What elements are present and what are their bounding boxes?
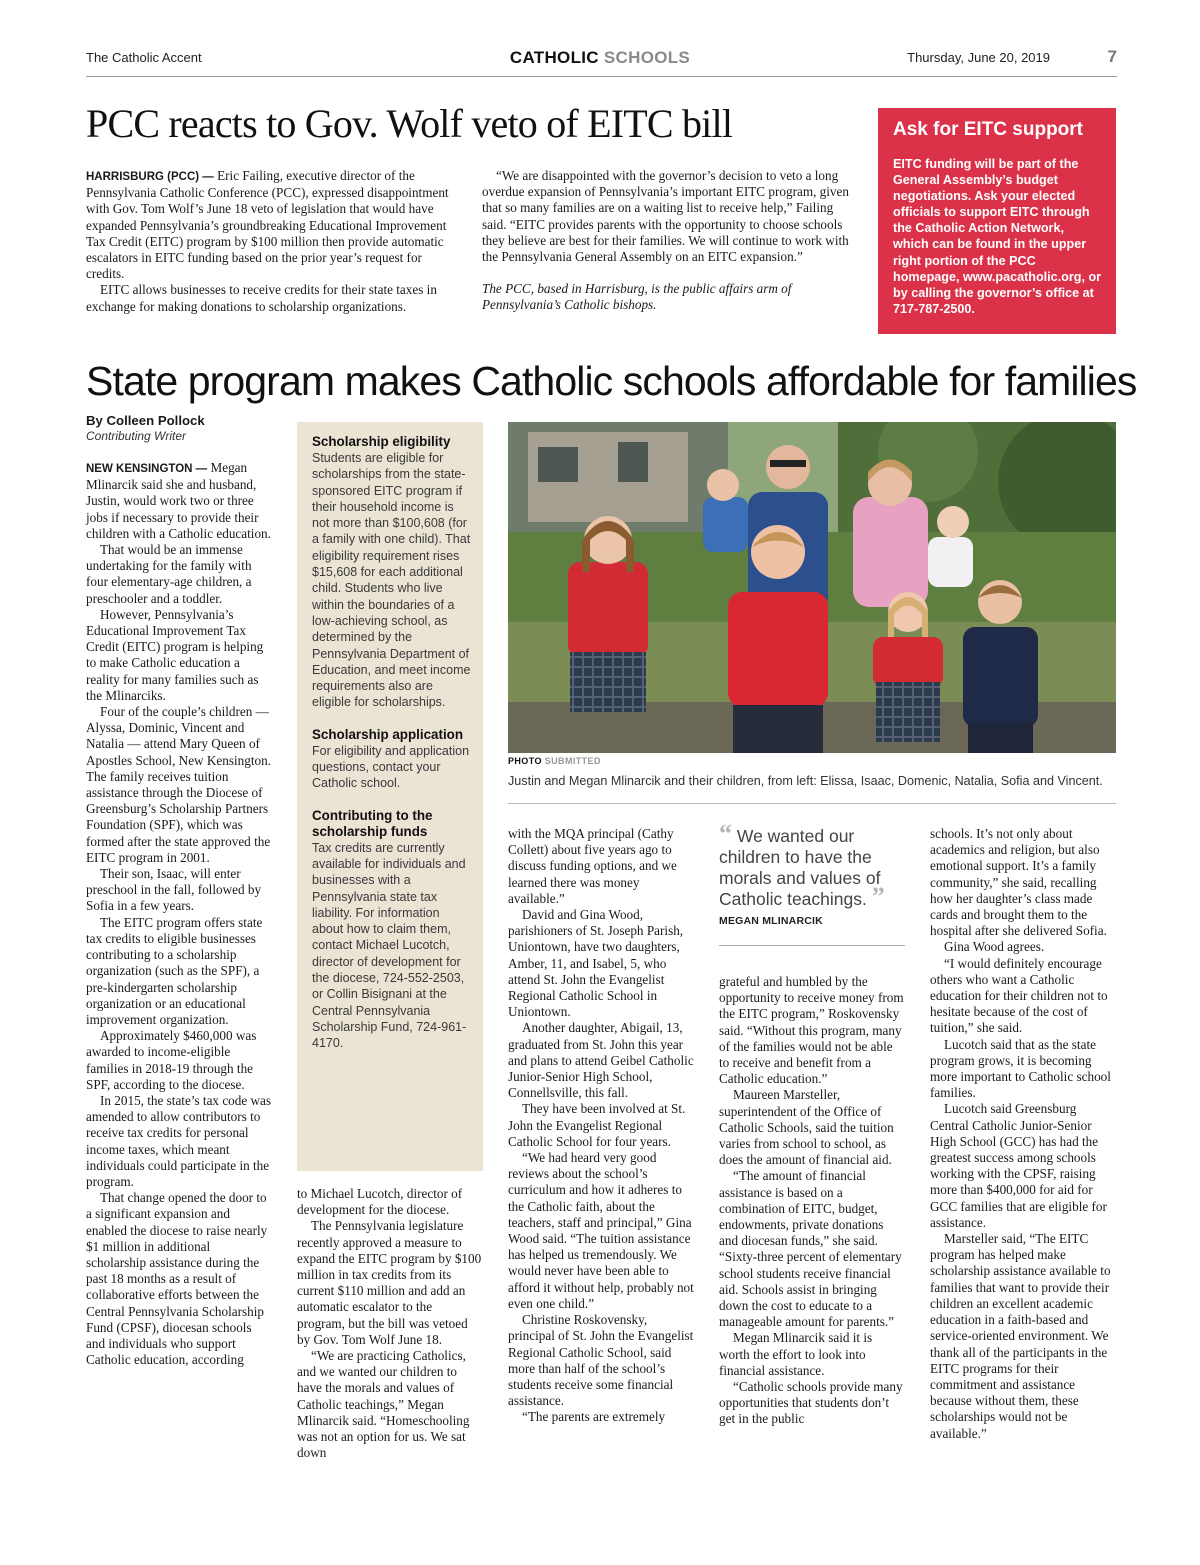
article2-paragraph	[86, 460, 273, 542]
article2-col3-p4: “We had heard very good reviews about the school’s curriculum and how it adheres to the Catholic faith, about the teachers, staff and principal,” Gina Wood said. “The tuition assistance has helped us tremendously. We would never have been able to afford it without help, probably not even one child.”	[508, 1150, 694, 1311]
family-photo	[508, 422, 1116, 753]
article1-column-1	[86, 168, 458, 315]
article1-col1-p1: EITC allows businesses to receive credits for their state taxes in exchange for making donations to scholarship organizations.	[86, 282, 437, 314]
article2-col5-p0: schools. It’s not only about academics and religion, but also emotional support. It’s a family community,” she said, recalling how her daughter’s class made cards and brought them to the hospital after she delivered Sofia.	[930, 826, 1107, 939]
article2-dateline: NEW KENSINGTON —	[86, 463, 208, 475]
pull-quote	[719, 819, 905, 927]
open-quote-mark: “	[719, 819, 732, 848]
article2-col5-p2: “I would definitely encourage others who want a Catholic education for their children not to hesitate because of the cost of tuition,” she said.	[930, 955, 1108, 1036]
article2-column-3	[508, 826, 694, 1426]
article2-col4-p3: Megan Mlinarcik said it is worth the effort to look into financial assistance.	[719, 1330, 873, 1378]
article2-column-2	[297, 1186, 483, 1461]
sidebar-heading-eligibility: Scholarship eligibility	[312, 434, 451, 449]
section-kicker-2: SCHOOLS	[603, 48, 691, 67]
article1-note: The PCC, based in Harrisburg, is the public affairs arm of Pennsylvania’s Catholic bishops.	[482, 281, 792, 313]
sidebar-text-eligibility: Students are eligible for scholarships from the state-sponsored EITC program if their household income is not more than $100,608 (for a family with one child). That eligibility requirement rises $15,608 for each additional child. Students who live within the boundaries of a low-achieving school, as determined by the Pennsylvania Department of Education, and meet income requirements also are eligible for scholarships.	[312, 451, 471, 710]
article1-column-2	[482, 168, 854, 314]
article2-col5-p4: Lucotch said Greensburg Central Catholic Junior-Senior High School (GCC) has had the greatest success among schools working with the CPSF, raising more than $400,000 for aid for GCC families that are eligible for assistance.	[930, 1101, 1107, 1230]
article2-col1-p6: Approximately $460,000 was awarded to income-eligible families in 2018-19 through the SPF, according to the diocese.	[86, 1028, 257, 1092]
article1-headline: PCC reacts to Gov. Wolf veto of EITC bill	[86, 101, 733, 146]
article2-col3-p0: with the MQA principal (Cathy Collett) about five years ago to discuss funding options, and we learned there was money available.”	[508, 826, 677, 906]
article2-col4-p0: grateful and humbled by the opportunity to receive money from the EITC program,” Roskovensky said. “Without this program, many of the families would not be able to receive and benefit from a Catholic education.”	[719, 974, 904, 1087]
article1-dateline: HARRISBURG (PCC) —	[86, 171, 214, 183]
article2-col3-p5: Christine Roskovensky, principal of St. John the Evangelist Regional Catholic School, said more than half of the school’s students receive some financial assistance.	[508, 1312, 694, 1409]
eitc-support-text: EITC funding will be part of the General Assembly’s budget negotiations. Ask your elected officials to support EITC through the Catholic Action Network, which can be found in the upper right portion of the PCC homepage, www.pacatholic.org, or by calling the governor’s office at 717-787-2500.	[893, 157, 1102, 316]
sidebar-text-contributing: Tax credits are currently available for individuals and businesses with a Pennsylvania state tax liability. For information about how to claim them, contact Michael Lucotch, director of development for the diocese, 724-552-2503, or Collin Bisignani at the Central Pennsylvania Scholarship Fund, 724-961-4170.	[312, 840, 467, 1051]
article2-col5-p3: Lucotch said that as the state program grows, it is becoming more important to Catholic school families.	[930, 1036, 1111, 1101]
photo-caption: Justin and Megan Mlinarcik and their children, from left: Elissa, Isaac, Domenic, Natalia, Sofia and Vincent.	[508, 774, 1103, 788]
byline: By Colleen Pollock	[86, 413, 205, 428]
photo-credit	[508, 756, 601, 766]
page-number: 7	[1107, 47, 1117, 66]
article1-col1-p0: Eric Failing, executive director of the Pennsylvania Catholic Conference (PCC), expressed disappointment with Gov. Tom Wolf’s June 18 veto of legislation that would have expanded Pennsylvania’s groundbreaking Educational Improvement Tax Credit (EITC) program by $100 million then provide automatic escalators in EITC funding based on the prior year’s request for credits.	[86, 168, 449, 282]
pull-quote-divider	[719, 945, 905, 946]
pull-quote-attribution: MEGAN MLINARCIK	[719, 915, 823, 927]
article2-col2-p0: to Michael Lucotch, director of development for the diocese.	[297, 1186, 463, 1218]
article2-col1-p5: The EITC program offers state tax credits to eligible businesses contributing to a scholarship organization (such as the SPF), a pre-kindergarten scholarship organization or an educational improvement organization.	[86, 914, 263, 1027]
sidebar-text-application: For eligibility and application questions, contact your Catholic school.	[312, 743, 470, 791]
article2-col2-p2: “We are practicing Catholics, and we wanted our children to have the morals and values of Catholic teachings,” Megan Mlinarcik said. “Homeschooling was not an option for us. We sat down	[297, 1348, 470, 1461]
article2-column-5	[930, 826, 1116, 1442]
article1-paragraph	[86, 168, 458, 282]
article2-col5-p1: Gina Wood agrees.	[944, 939, 1045, 955]
issue-date: Thursday, June 20, 2019	[907, 50, 1050, 65]
pull-quote-text-block	[719, 819, 905, 911]
scholarship-sidebar	[297, 422, 483, 1171]
publication-name: The Catholic Accent	[86, 50, 202, 65]
article2-col2-p1: The Pennsylvania legislature recently approved a measure to expand the EITC program by $100 million in tax credits from its current $110 million and add an automatic escalator to the program, but the bill was vetoed by Gov. Tom Wolf June 18.	[297, 1218, 482, 1347]
article2-col3-p3: They have been involved at St. John the Evangelist Regional Catholic School for four years.	[508, 1101, 686, 1149]
byline-role: Contributing Writer	[86, 429, 187, 443]
eitc-support-title: Ask for EITC support	[893, 119, 1084, 140]
article2-col4-p2: “The amount of financial assistance is based on a combination of EITC, budget, endowments, private donations and diocesan funds,” she said. “Sixty-three percent of elementary school students receive financial aid. Schools assist in bringing down the cost to educate to a manageable amount for parents.”	[719, 1168, 902, 1330]
article2-col3-p1: David and Gina Wood, parishioners of St. Joseph Parish, Uniontown, have two daughters, Amber, 11, and Isabel, 5, who attend St. John the Evangelist Regional Catholic School in Uniontown.	[508, 907, 684, 1020]
close-quote-mark: ”	[871, 882, 885, 911]
article2-col1-p3: Four of the couple’s children — Alyssa, Dominic, Vincent and Natalia — attend Mary Queen of Apostles School, New Kensington. The family receives tuition assistance through the Diocese of Greensburg’s Scholarship Partners Foundation (SPF), which was formed after the state approved the EITC program in 2001.	[86, 704, 271, 865]
article1-col2-p0: “We are disappointed with the governor’s decision to veto a long overdue expansion of Pennsylvania’s important EITC program, given that so many families are on a waiting list to receive help,” Failing said. “EITC provides parents with the opportunity to choose schools they believe are best for their families. We will continue to work with the Pennsylvania General Assembly on an EITC expansion.”	[482, 168, 849, 265]
article2-col3-p2: Another daughter, Abigail, 13, graduated from St. John this year and plans to attend Geibel Catholic Junior-Senior High School, Connellsville, this fall.	[508, 1020, 694, 1101]
article2-col4-p1: Maureen Marsteller, superintendent of the Office of Catholic Schools, said the tuition varies from school to school, as does the amount of financial aid.	[719, 1087, 894, 1168]
article2-col4-p4: “Catholic schools provide many opportunities that students don’t get in the public	[719, 1379, 903, 1427]
article2-column-4	[719, 974, 905, 1428]
section-kicker-1: CATHOLIC	[509, 48, 599, 67]
article2-col3-p6: “The parents are extremely	[522, 1409, 666, 1425]
article2-col1-p4: Their son, Isaac, will enter preschool in the fall, followed by Sofia in a few years.	[86, 866, 262, 914]
article2-headline: State program makes Catholic schools affordable for families	[86, 358, 1137, 404]
sidebar-heading-contributing: Contributing to the scholarship funds	[312, 807, 433, 839]
photo-credit-label: PHOTO	[508, 756, 542, 766]
eitc-support-box	[878, 108, 1116, 334]
photo-credit-value: SUBMITTED	[544, 756, 601, 766]
article2-col1-p0: Megan Mlinarcik said she and husband, Justin, would work two or three jobs if necessary to provide their children with a Catholic education.	[86, 460, 271, 541]
pull-quote-text: We wanted our children to have the morals and values of Catholic teachings.	[719, 826, 881, 909]
caption-divider	[508, 803, 1116, 804]
family-photo-illustration	[508, 422, 1116, 753]
article2-col1-p7: In 2015, the state’s tax code was amended to allow contributors to receive tax credits for personal income taxes, which meant individuals could participate in the program.	[86, 1092, 272, 1189]
article2-col5-p5: Marsteller said, “The EITC program has helped make scholarship assistance available to families that want to provide their children an excellent academic education in a faith-based and service-oriented environment. We thank all of the participants in the EITC programs for their commitment and assistance because without them, these scholarships would not be available.”	[930, 1231, 1111, 1441]
article2-col1-p1: That would be an immense undertaking for the family with four elementary-age children, a preschooler and a toddler.	[86, 542, 252, 606]
article2-col1-p2: However, Pennsylvania’s Educational Improvement Tax Credit (EITC) program is helping to make Catholic education a reality for many families such as the Mlinarciks.	[86, 606, 264, 703]
article2-column-1	[86, 460, 273, 1368]
sidebar-heading-application: Scholarship application	[312, 726, 464, 742]
header-divider	[86, 76, 1117, 77]
article2-col1-p8: That change opened the door to a significant expansion and enabled the diocese to raise nearly $1 million in additional scholarship assistance during the past 18 months as a result of collaborative efforts between the Central Pennsylvania Scholarship Fund (CPSF), diocesan schools and individuals who support Catholic education, according	[86, 1190, 268, 1368]
